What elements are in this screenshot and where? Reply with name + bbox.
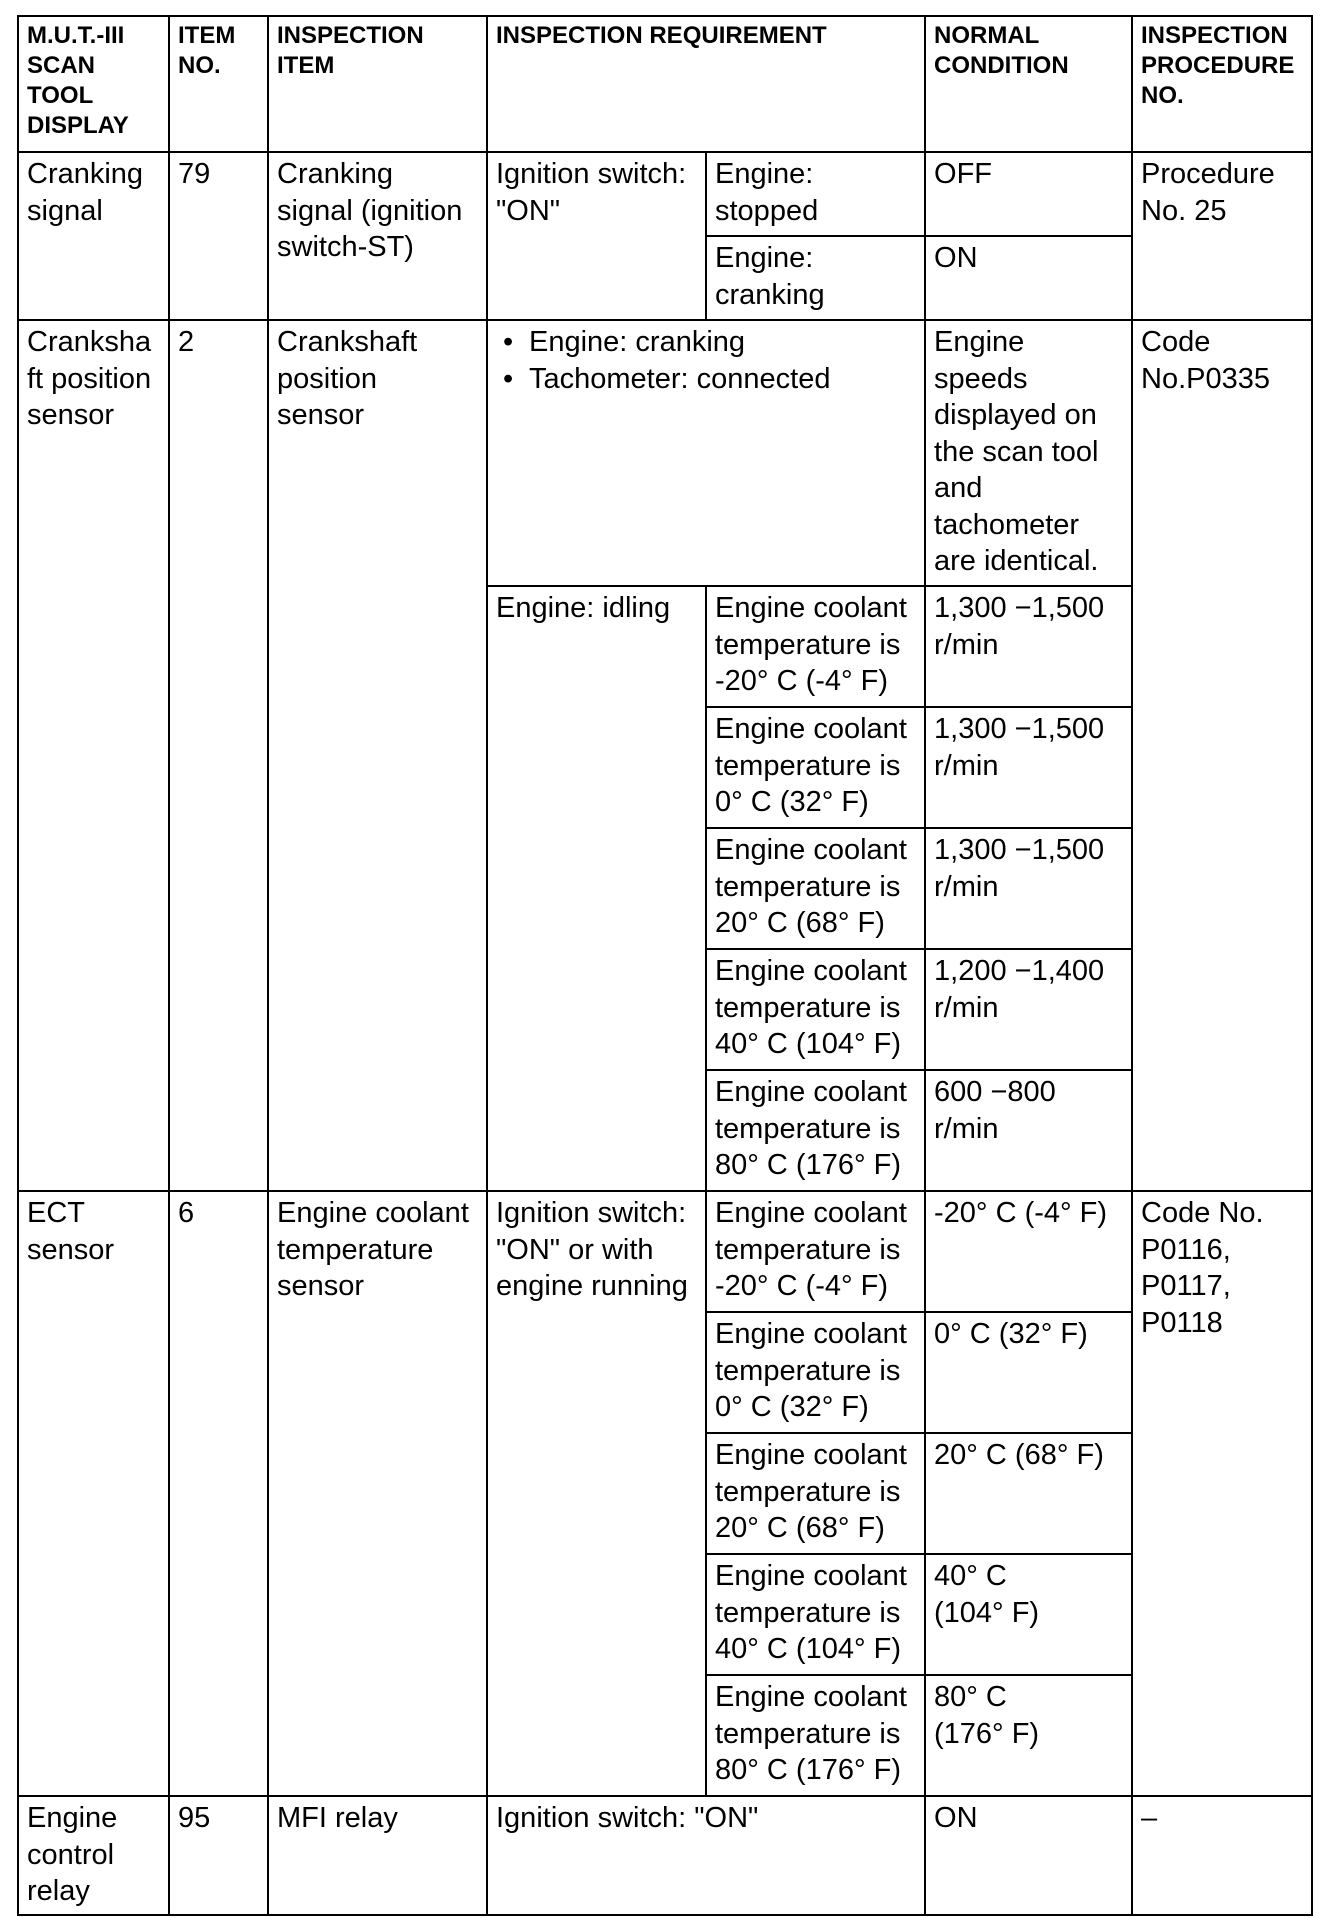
idle-condition bbox=[706, 586, 925, 707]
text-line: Engine bbox=[27, 1802, 118, 1834]
table-row bbox=[18, 1796, 1312, 1915]
cranking-signal-display bbox=[18, 152, 169, 320]
text-line: position bbox=[277, 362, 377, 395]
text-line: INSPECTION bbox=[277, 22, 424, 49]
idle-condition bbox=[706, 949, 925, 1070]
text-line: 1,300 −1,500 bbox=[934, 592, 1105, 624]
crankshaft-cranking-requirement bbox=[487, 320, 925, 586]
text-line: (176° F) bbox=[934, 1717, 1040, 1750]
idle-normal-condition bbox=[925, 1070, 1132, 1191]
header-inspection-procedure bbox=[1132, 16, 1312, 152]
text-line: Code bbox=[1141, 326, 1211, 358]
list-item: • Tachometer: connected bbox=[496, 361, 916, 398]
cranking-normal-condition: OFF bbox=[925, 152, 1132, 236]
text-line: Engine coolant bbox=[715, 713, 907, 745]
text-line: temperature is bbox=[715, 991, 901, 1024]
idle-condition bbox=[706, 1070, 925, 1191]
cranking-condition bbox=[706, 152, 925, 236]
text-line: "ON" bbox=[496, 194, 561, 227]
control-relay-normal: ON bbox=[925, 1796, 1132, 1915]
text-line: Engine coolant bbox=[715, 955, 907, 987]
text-line: relay bbox=[27, 1875, 90, 1907]
text-line: Ignition switch: bbox=[496, 1197, 687, 1229]
table-row bbox=[18, 320, 1312, 586]
text-line: r/min bbox=[934, 870, 999, 903]
text-line: Crankshaft bbox=[277, 326, 418, 358]
text-line: Engine coolant bbox=[715, 1318, 907, 1350]
text-line: PROCEDURE bbox=[1141, 52, 1295, 79]
text-line: 600 −800 bbox=[934, 1076, 1056, 1108]
ect-condition bbox=[706, 1312, 925, 1433]
text-line: Code No. bbox=[1141, 1197, 1264, 1229]
text-line: (104° F) bbox=[934, 1596, 1040, 1629]
cranking-signal-requirement bbox=[487, 152, 706, 320]
text-line: r/min bbox=[934, 628, 999, 661]
text-line: Engine coolant bbox=[715, 834, 907, 866]
ect-normal-condition bbox=[925, 1433, 1132, 1554]
text-line: 0° C (32° F) bbox=[715, 1391, 869, 1423]
text-line: P0116, bbox=[1141, 1233, 1231, 1266]
requirement-bullet-list bbox=[496, 324, 916, 397]
text-line: No.P0335 bbox=[1141, 362, 1271, 395]
text-line: CONDITION bbox=[934, 52, 1069, 79]
text-line: sensor bbox=[27, 1233, 115, 1266]
text-line: Engine coolant bbox=[715, 1560, 907, 1592]
header-normal-condition bbox=[925, 16, 1132, 152]
text-line: 40° C bbox=[934, 1560, 1007, 1592]
crankshaft-sensor-display bbox=[18, 320, 169, 1191]
crankshaft-cranking-normal bbox=[925, 320, 1132, 586]
text-line: INSPECTION bbox=[1141, 22, 1288, 49]
header-scan-tool-display bbox=[18, 16, 169, 152]
text-line: Engine coolant bbox=[277, 1197, 469, 1229]
text-line: 0° C (32° F) bbox=[715, 786, 869, 818]
text-line: SCAN bbox=[27, 52, 96, 79]
text-line: 20° C (68° F) bbox=[934, 1439, 1104, 1471]
text-line: engine running bbox=[496, 1270, 688, 1302]
ect-sensor-procedure bbox=[1132, 1191, 1312, 1796]
text-line: temperature is bbox=[715, 870, 901, 903]
text-line: DISPLAY bbox=[27, 112, 129, 139]
idle-normal-condition bbox=[925, 586, 1132, 707]
text-line: r/min bbox=[934, 1112, 999, 1145]
idle-normal-condition bbox=[925, 828, 1132, 949]
table-row bbox=[18, 152, 1312, 236]
crankshaft-sensor-procedure bbox=[1132, 320, 1312, 1191]
cranking-normal-condition: ON bbox=[925, 236, 1132, 320]
text-line: "ON" or with bbox=[496, 1233, 654, 1266]
idle-normal-condition bbox=[925, 949, 1132, 1070]
list-item: • Engine: cranking bbox=[496, 324, 916, 361]
cranking-signal-item bbox=[268, 152, 487, 320]
table-row bbox=[18, 1191, 1312, 1312]
header-item-no bbox=[169, 16, 268, 152]
text-line: Engine bbox=[934, 326, 1025, 358]
text-line: cranking bbox=[715, 278, 825, 311]
control-relay-procedure: – bbox=[1132, 1796, 1312, 1915]
control-relay-item-no: 95 bbox=[169, 1796, 268, 1915]
ect-condition bbox=[706, 1433, 925, 1554]
text-line: ITEM bbox=[277, 52, 335, 79]
text-line: 80° C bbox=[934, 1681, 1007, 1713]
idle-condition bbox=[706, 828, 925, 949]
text-line: are identical. bbox=[934, 545, 1099, 577]
text-line: sensor bbox=[277, 399, 365, 431]
text-line: 40° C (104° F) bbox=[715, 1028, 901, 1060]
text-line: NORMAL bbox=[934, 22, 1040, 49]
text-line: temperature is bbox=[715, 1112, 901, 1145]
ect-sensor-item-no: 6 bbox=[169, 1191, 268, 1796]
text-line: temperature is bbox=[715, 1717, 901, 1750]
text-line: signal (ignition bbox=[277, 194, 463, 227]
text-line: 80° C (176° F) bbox=[715, 1149, 901, 1181]
text-line: speeds bbox=[934, 362, 1028, 395]
text-line: No. 25 bbox=[1141, 194, 1227, 227]
ect-sensor-display bbox=[18, 1191, 169, 1796]
text-line: INSPECTION REQUIREMENT bbox=[496, 22, 827, 49]
control-relay-display bbox=[18, 1796, 169, 1915]
header-inspection-item bbox=[268, 16, 487, 152]
text-line: temperature is bbox=[715, 749, 901, 782]
text-line: Engine: bbox=[715, 158, 814, 190]
text-line: switch-ST) bbox=[277, 231, 414, 263]
text-line: temperature is bbox=[715, 1233, 901, 1266]
text-line: ECT bbox=[27, 1197, 85, 1229]
text-line: Cranking bbox=[277, 158, 394, 190]
cranking-signal-procedure bbox=[1132, 152, 1312, 320]
text-line: r/min bbox=[934, 991, 999, 1024]
text-line: -20° C (-4° F) bbox=[715, 1270, 889, 1302]
ect-condition bbox=[706, 1191, 925, 1312]
ect-sensor-requirement bbox=[487, 1191, 706, 1796]
text-line: 1,300 −1,500 bbox=[934, 713, 1105, 745]
ect-normal-condition bbox=[925, 1312, 1132, 1433]
text-line: sensor bbox=[277, 1270, 365, 1302]
ect-normal-condition bbox=[925, 1554, 1132, 1675]
control-relay-item: MFI relay bbox=[268, 1796, 487, 1915]
ect-condition bbox=[706, 1554, 925, 1675]
ect-sensor-item bbox=[268, 1191, 487, 1796]
text-line: NO. bbox=[178, 52, 221, 79]
text-line: control bbox=[27, 1838, 115, 1871]
text-line: Engine coolant bbox=[715, 1076, 907, 1108]
text-line: 20° C (68° F) bbox=[715, 1512, 885, 1544]
text-line: sensor bbox=[27, 399, 115, 431]
ect-normal-condition bbox=[925, 1675, 1132, 1796]
cranking-signal-item-no: 79 bbox=[169, 152, 268, 320]
text-line: 1,200 −1,400 bbox=[934, 955, 1105, 987]
inspection-table bbox=[17, 15, 1313, 1916]
text-line: Engine coolant bbox=[715, 1439, 907, 1471]
text-line: 1,300 −1,500 bbox=[934, 834, 1105, 866]
text-line: Cranking bbox=[27, 158, 144, 190]
text-line: Procedure bbox=[1141, 158, 1275, 190]
text-line: TOOL bbox=[27, 82, 94, 109]
text-line: tachometer bbox=[934, 508, 1080, 541]
text-line: M.U.T.-III bbox=[27, 22, 125, 49]
text-line: -20° C (-4° F) bbox=[934, 1197, 1108, 1229]
text-line: temperature is bbox=[715, 1354, 901, 1387]
ect-condition bbox=[706, 1675, 925, 1796]
text-line: Engine coolant bbox=[715, 592, 907, 624]
control-relay-requirement: Ignition switch: "ON" bbox=[487, 1796, 925, 1915]
cranking-condition bbox=[706, 236, 925, 320]
text-line: signal bbox=[27, 194, 103, 227]
text-line: temperature is bbox=[715, 1596, 901, 1629]
text-line: temperature is bbox=[715, 628, 901, 661]
header-row bbox=[18, 16, 1312, 152]
text-line: -20° C (-4° F) bbox=[715, 665, 889, 697]
crankshaft-sensor-item bbox=[268, 320, 487, 1191]
text-line: NO. bbox=[1141, 82, 1184, 109]
crankshaft-idle-requirement: Engine: idling bbox=[487, 586, 706, 1191]
text-line: and bbox=[934, 472, 983, 504]
crankshaft-sensor-item-no: 2 bbox=[169, 320, 268, 1191]
text-line: Cranksha bbox=[27, 326, 152, 358]
text-line: 40° C (104° F) bbox=[715, 1633, 901, 1665]
text-line: P0118 bbox=[1141, 1306, 1223, 1339]
idle-condition bbox=[706, 707, 925, 828]
ect-normal-condition bbox=[925, 1191, 1132, 1312]
text-line: Engine coolant bbox=[715, 1197, 907, 1229]
text-line: ft position bbox=[27, 362, 152, 395]
text-line: P0117, bbox=[1141, 1270, 1231, 1302]
text-line: displayed on bbox=[934, 399, 1097, 431]
idle-normal-condition bbox=[925, 707, 1132, 828]
text-line: temperature bbox=[277, 1233, 434, 1266]
header-inspection-requirement bbox=[487, 16, 925, 152]
text-line: 0° C (32° F) bbox=[934, 1318, 1088, 1350]
text-line: r/min bbox=[934, 749, 999, 782]
text-line: 80° C (176° F) bbox=[715, 1754, 901, 1786]
text-line: Engine coolant bbox=[715, 1681, 907, 1713]
text-line: ITEM bbox=[178, 22, 236, 49]
text-line: the scan tool bbox=[934, 435, 1099, 468]
text-line: 20° C (68° F) bbox=[715, 907, 885, 939]
text-line: Ignition switch: bbox=[496, 158, 687, 190]
text-line: temperature is bbox=[715, 1475, 901, 1508]
text-line: stopped bbox=[715, 194, 819, 227]
text-line: Engine: bbox=[715, 242, 814, 274]
